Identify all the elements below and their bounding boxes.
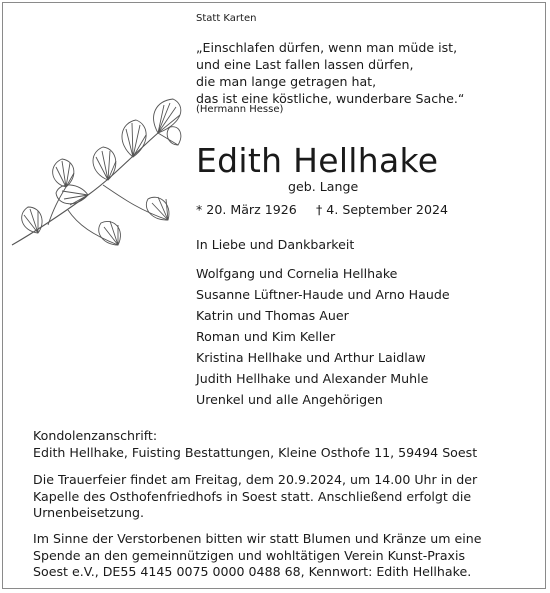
ceremony-line: Die Trauerfeier findet am Freitag, dem 20.9.2024, um 14.00 Uhr in der xyxy=(33,472,478,487)
mourner-name: Urenkel und alle Angehörigen xyxy=(196,392,383,407)
poem-line: das ist eine köstliche, wunderbare Sache.“ xyxy=(196,91,465,106)
ceremony-line: Urnenbeisetzung. xyxy=(33,505,144,520)
mourner-name: Susanne Lüftner-Haude und Arno Haude xyxy=(196,287,450,302)
mourner-name: Judith Hellhake und Alexander Muhle xyxy=(196,371,429,386)
ginkgo-branch-icon xyxy=(8,95,188,265)
statt-karten-label: Statt Karten xyxy=(196,13,257,24)
birth-date: * 20. März 1926 xyxy=(196,202,297,217)
poem-line: die man lange getragen hat, xyxy=(196,74,377,89)
poem xyxy=(196,39,464,107)
mourner-name: Kristina Hellhake und Arthur Laidlaw xyxy=(196,350,426,365)
deceased-name: Edith Hellhake xyxy=(196,141,439,180)
donation-line: Soest e.V., DE55 4145 0075 0000 0488 68, Kennwort: Edith Hellhake. xyxy=(33,564,472,579)
donation-line: Im Sinne der Verstorbenen bitten wir statt Blumen und Kränze um eine xyxy=(33,531,482,546)
mourning-intro: In Liebe und Dankbarkeit xyxy=(196,237,355,252)
poem-line: „Einschlafen dürfen, wenn man müde ist, xyxy=(196,40,458,55)
death-date: † 4. September 2024 xyxy=(316,202,448,217)
donation-section xyxy=(33,531,482,581)
ceremony-line: Kapelle des Osthofenfriedhofs in Soest statt. Anschließend erfolgt die xyxy=(33,488,472,504)
condolence-section xyxy=(33,428,477,461)
ceremony-section xyxy=(33,472,477,522)
mourner-name: Katrin und Thomas Auer xyxy=(196,308,349,323)
condolence-label: Kondolenzanschrift: xyxy=(33,428,158,443)
maiden-name: geb. Lange xyxy=(288,179,359,194)
poem-author: (Hermann Hesse) xyxy=(196,104,284,115)
condolence-address: Edith Hellhake, Fuisting Bestattungen, Kleine Osthofe 11, 59494 Soest xyxy=(33,444,478,460)
mourners-list xyxy=(196,265,450,412)
mourner-name: Roman und Kim Keller xyxy=(196,329,336,344)
donation-line: Spende an den gemeinnützigen und wohltätigen Verein Kunst-Praxis xyxy=(33,547,466,563)
mourner-name: Wolfgang und Cornelia Hellhake xyxy=(196,266,398,281)
poem-line: und eine Last fallen lassen dürfen, xyxy=(196,57,414,72)
